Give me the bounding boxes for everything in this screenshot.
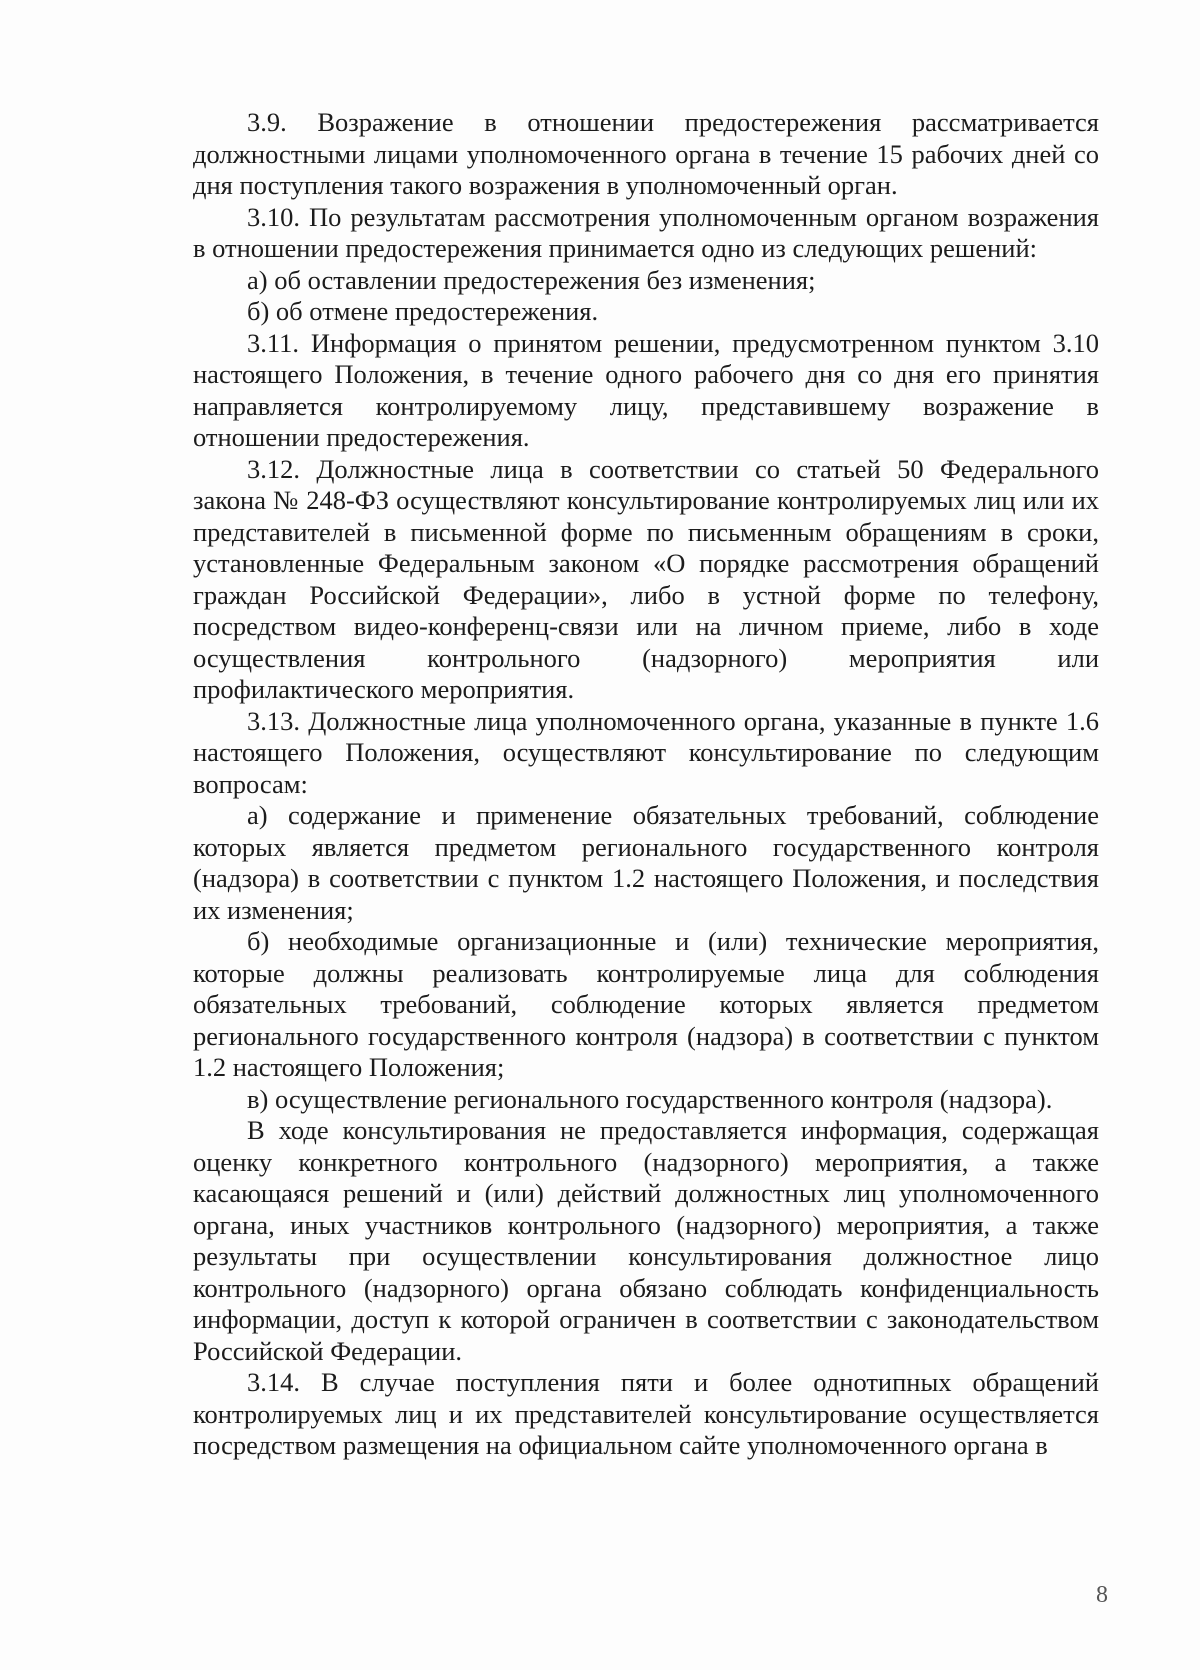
document-body [193,107,1099,1462]
paragraph-3-10: 3.10. По результатам рассмотрения уполномоченным органом возражения в отношении предостережения принимается одно из следующих решений: [193,201,1099,263]
page-number: 8 [1096,1582,1108,1608]
paragraph-3-13-b: б) необходимые организационные и (или) технические мероприятия, которые должны реализовать контролируемые лица для соблюдения обязательных требований, соблюдение которых является предметом регионального государственного контроля (надзора) в соответствии с пунктом 1.2 настоящего Положения; [193,926,1099,1082]
paragraph-3-14: 3.14. В случае поступления пяти и более однотипных обращений контролируемых лиц и их представителей консультирование осуществляется посредством размещения на официальном сайте уполномоченного органа в [193,1367,1099,1460]
paragraph-3-13-a: а) содержание и применение обязательных требований, соблюдение которых является предметом регионального государственного контроля (надзора) в соответствии с пунктом 1.2 настоящего Положения, и последствия их изменения; [193,800,1099,925]
paragraph-3-11: 3.11. Информация о принятом решении, предусмотренном пунктом 3.10 настоящего Положения, в течение одного рабочего дня со дня его принятия направляется контролируемому лицу, представившему возражение в отношении предостережения. [193,327,1099,452]
paragraph-3-12: 3.12. Должностные лица в соответствии со статьей 50 Федерального закона № 248-ФЗ осуществляют консультирование контролируемых лиц или их представителей в письменной форме по письменным обращениям в сроки, установленные Федеральным законом «О порядке рассмотрения обращений граждан Российской Федерации», либо в устной форме по телефону, посредством видео-конференц-связи или на личном приеме, либо в ходе осуществления контрольного (надзорного) мероприятия или профилактического мероприятия. [193,453,1099,704]
paragraph-3-10-b: б) об отмене предостережения. [247,296,599,326]
paragraph-3-9: 3.9. Возражение в отношении предостережения рассматривается должностными лицами уполномоченного органа в течение 15 рабочих дней со дня поступления такого возражения в уполномоченный орган. [193,107,1099,200]
paragraph-3-13-v: в) осуществление регионального государственного контроля (надзора). [247,1083,1053,1114]
paragraph-3-13: 3.13. Должностные лица уполномоченного органа, указанные в пункте 1.6 настоящего Положения, осуществляют консультирование по следующим вопросам: [193,705,1099,799]
paragraph-3-10-a: а) об оставлении предостережения без изменения; [247,264,816,295]
paragraph-consultation-info: В ходе консультирования не предоставляется информация, содержащая оценку конкретного контрольного (надзорного) мероприятия, а также касающаяся решений и (или) действий должностных лиц уполномоченного органа, иных участников контрольного (надзорного) мероприятия, а также результаты при осуществлении консультирования должностное лицо контрольного (надзорного) органа обязано соблюдать конфиденциальность информации, доступ к которой ограничен в соответствии с законодательством Российской Федерации. [193,1115,1099,1366]
